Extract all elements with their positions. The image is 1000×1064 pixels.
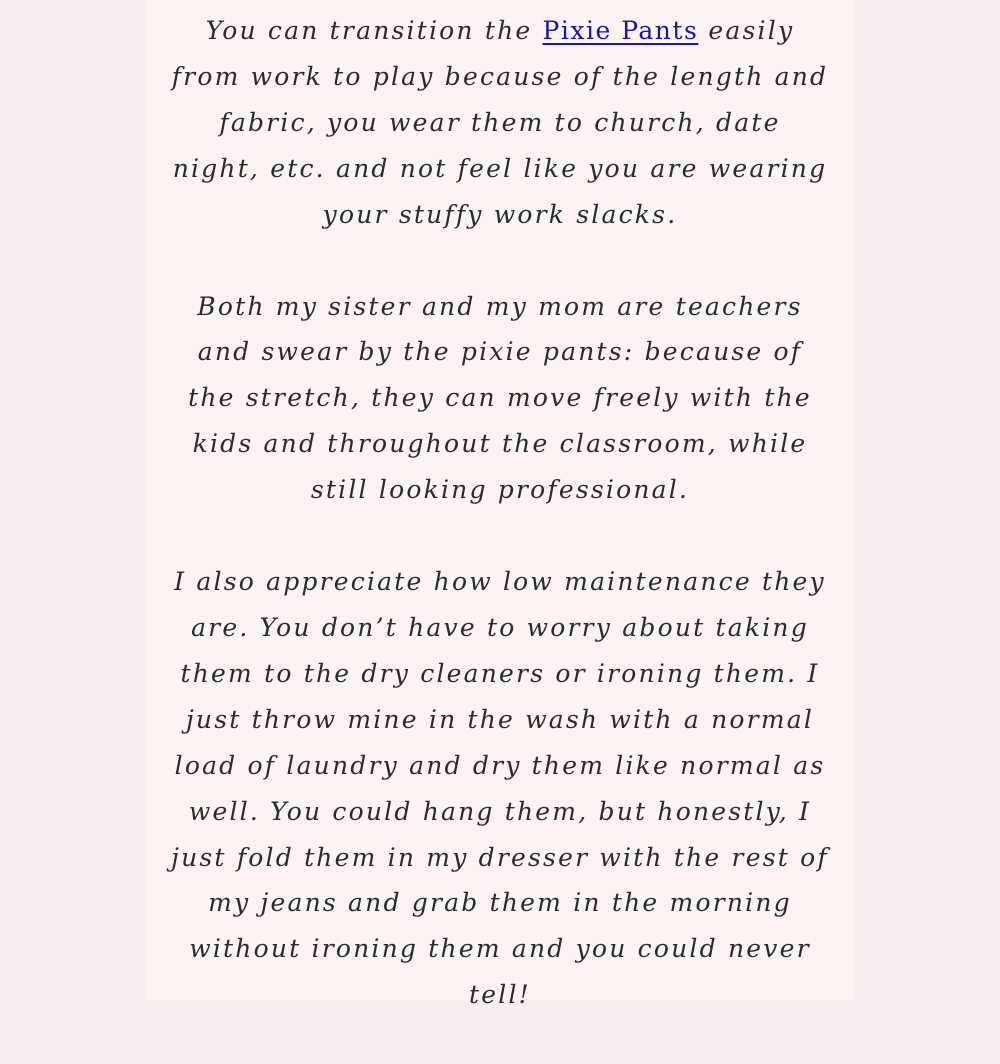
paragraph-teachers: Both my sister and my mom are teachers and swear by the pixie pants: because of the stretch, they can move freely with the kids and throughout the classroom, while still looking professional. — [188, 291, 812, 505]
right-margin — [855, 0, 1000, 1000]
article-body — [145, 8, 855, 1064]
paragraph-transition — [145, 8, 855, 238]
paragraph-transition-text-start: You can transition the — [205, 16, 543, 45]
content-column — [145, 0, 855, 1010]
left-margin — [0, 0, 145, 1000]
pixie-pants-link[interactable]: Pixie Pants — [542, 16, 699, 45]
paragraph-transition-text-end: easily from work to play because of the length and fabric, you wear them to church, date night, etc. and not feel like you are wearing your stuffy work slacks. — [171, 16, 829, 229]
paragraph-maintenance: I also appreciate how low maintenance they are. You don’t have to worry about taking them to the dry cleaners or ironing them. I just throw mine in the wash with a normal load of laundry and dry them like normal as well. You could hang them, but honestly, I just fold them in my dresser with the rest of my jeans and grab them in the morning without ironing them and you could never tell! — [171, 567, 829, 1010]
